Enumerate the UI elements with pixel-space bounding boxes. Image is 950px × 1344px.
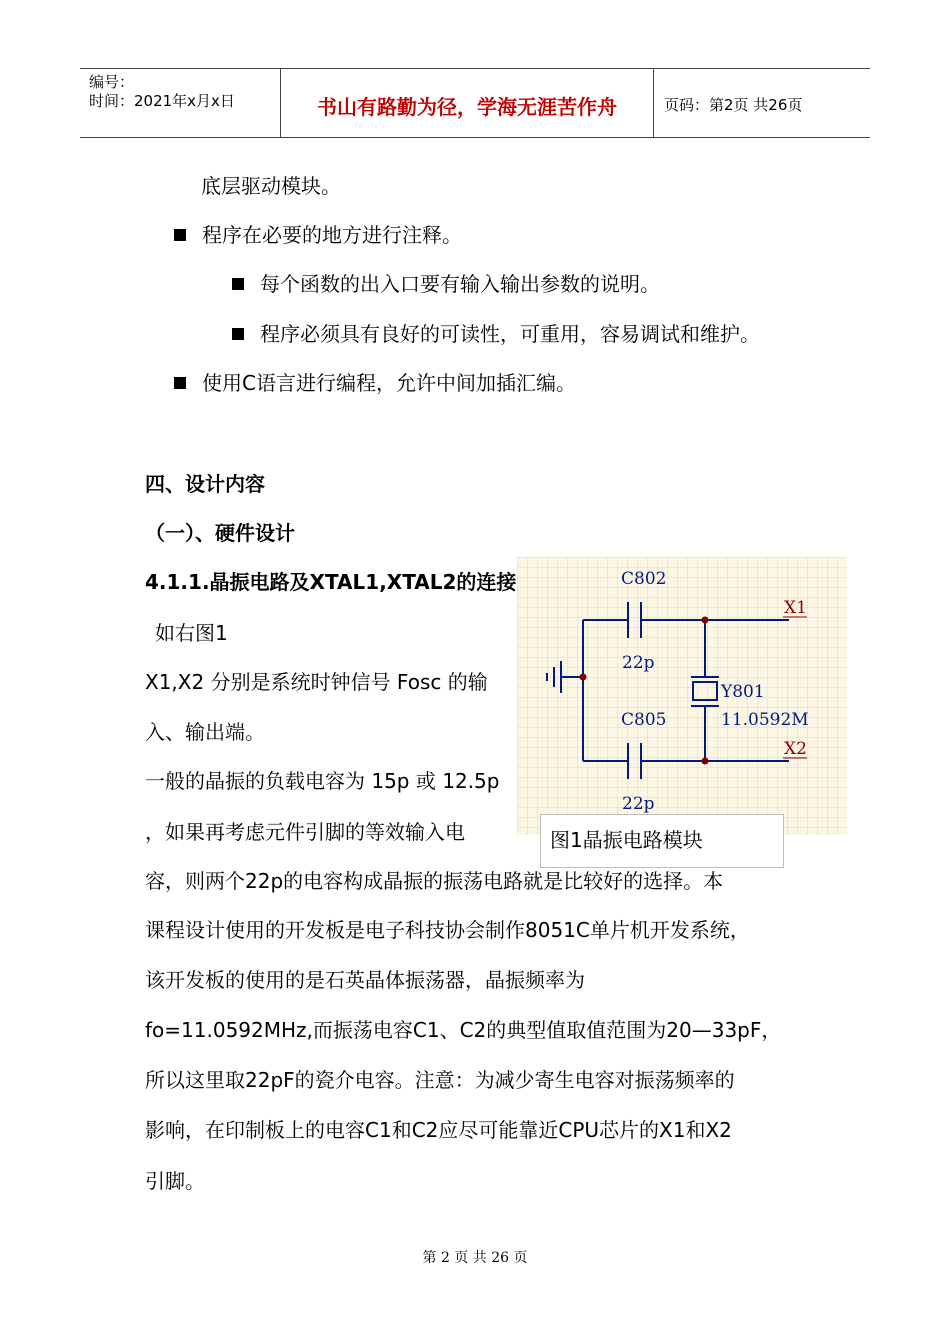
para-line: 如右图1 [155, 621, 228, 645]
crystal-circuit-figure [517, 557, 847, 835]
sub-bullet-1 [232, 272, 660, 296]
para-line: 影响，在印制板上的电容C1和C2应尽可能靠近CPU芯片的X1和X2 [145, 1118, 732, 1142]
module-line: 底层驱动模块。 [201, 174, 341, 198]
para-line: X1,X2 分别是系统时钟信号 Fosc 的输 [145, 670, 488, 694]
para-line: ，如果再考虑元件引脚的等效输入电 [145, 820, 465, 844]
bullet-comment [174, 223, 462, 247]
figure-caption-box [540, 814, 784, 868]
section-heading: 四、设计内容 [145, 472, 265, 496]
label-c805: C805 [621, 710, 667, 730]
subsection-heading: （一）、硬件设计 [145, 521, 295, 545]
sub-bullet-2 [232, 322, 760, 346]
header-page-info: 页码：第2页 共26页 [664, 96, 803, 114]
date-label: 时间：2021年x月x日 [89, 92, 235, 110]
value-c802: 22p [622, 653, 655, 673]
para-line: 容，则两个22p的电容构成晶振的振荡电路就是比较好的选择。本 [145, 869, 724, 893]
bullet-c-text: 使用C语言进行编程，允许中间加插汇编。 [202, 371, 576, 395]
net-label-x2: X2 [784, 739, 807, 759]
label-c802: C802 [621, 569, 667, 589]
net-label-x1: X1 [784, 598, 807, 618]
para-line: 入、输出端。 [145, 720, 265, 744]
page-header [80, 68, 870, 138]
header-right-cell [654, 69, 870, 137]
para-line: 课程设计使用的开发板是电子科技协会制作8051C单片机开发系统， [145, 918, 750, 942]
page-footer: 第 2 页 共 26 页 [422, 1250, 528, 1266]
value-y801: 11.0592M [721, 710, 809, 730]
figure-caption: 图1晶振电路模块 [550, 828, 703, 852]
header-left-cell [80, 69, 281, 137]
number-label: 编号： [89, 73, 135, 91]
bullet-square-icon [174, 229, 186, 241]
para-line: 所以这里取22pF的瓷介电容。注意：为减少寄生电容对振荡频率的 [145, 1068, 735, 1092]
para-line: fo=11.0592MHz,而振荡电容C1、C2的典型值取值范围为20—33pF， [145, 1018, 782, 1042]
sub-bullet-2-text: 程序必须具有良好的可读性，可重用，容易调试和维护。 [260, 322, 760, 346]
bullet-comment-text: 程序在必要的地方进行注释。 [202, 223, 462, 247]
label-y801: Y801 [721, 682, 765, 702]
bullet-square-icon [232, 278, 244, 290]
bullet-c-language [174, 371, 576, 395]
para-line: 一般的晶振的负载电容为 15p 或 12.5p [145, 769, 500, 793]
circuit-schematic [517, 557, 847, 835]
para-line: 引脚。 [145, 1169, 205, 1193]
bullet-square-icon [232, 328, 244, 340]
sub-bullet-1-text: 每个函数的出入口要有输入输出参数的说明。 [260, 272, 660, 296]
header-motto: 书山有路勤为径，学海无涯苦作舟 [317, 95, 617, 119]
para-line: 该开发板的使用的是石英晶体振荡器，晶振频率为 [145, 968, 585, 992]
subsubsection-heading: 4.1.1.晶振电路及XTAL1,XTAL2的连接 [145, 570, 517, 594]
value-c805: 22p [622, 794, 655, 814]
header-center-cell [281, 69, 654, 137]
bullet-square-icon [174, 377, 186, 389]
